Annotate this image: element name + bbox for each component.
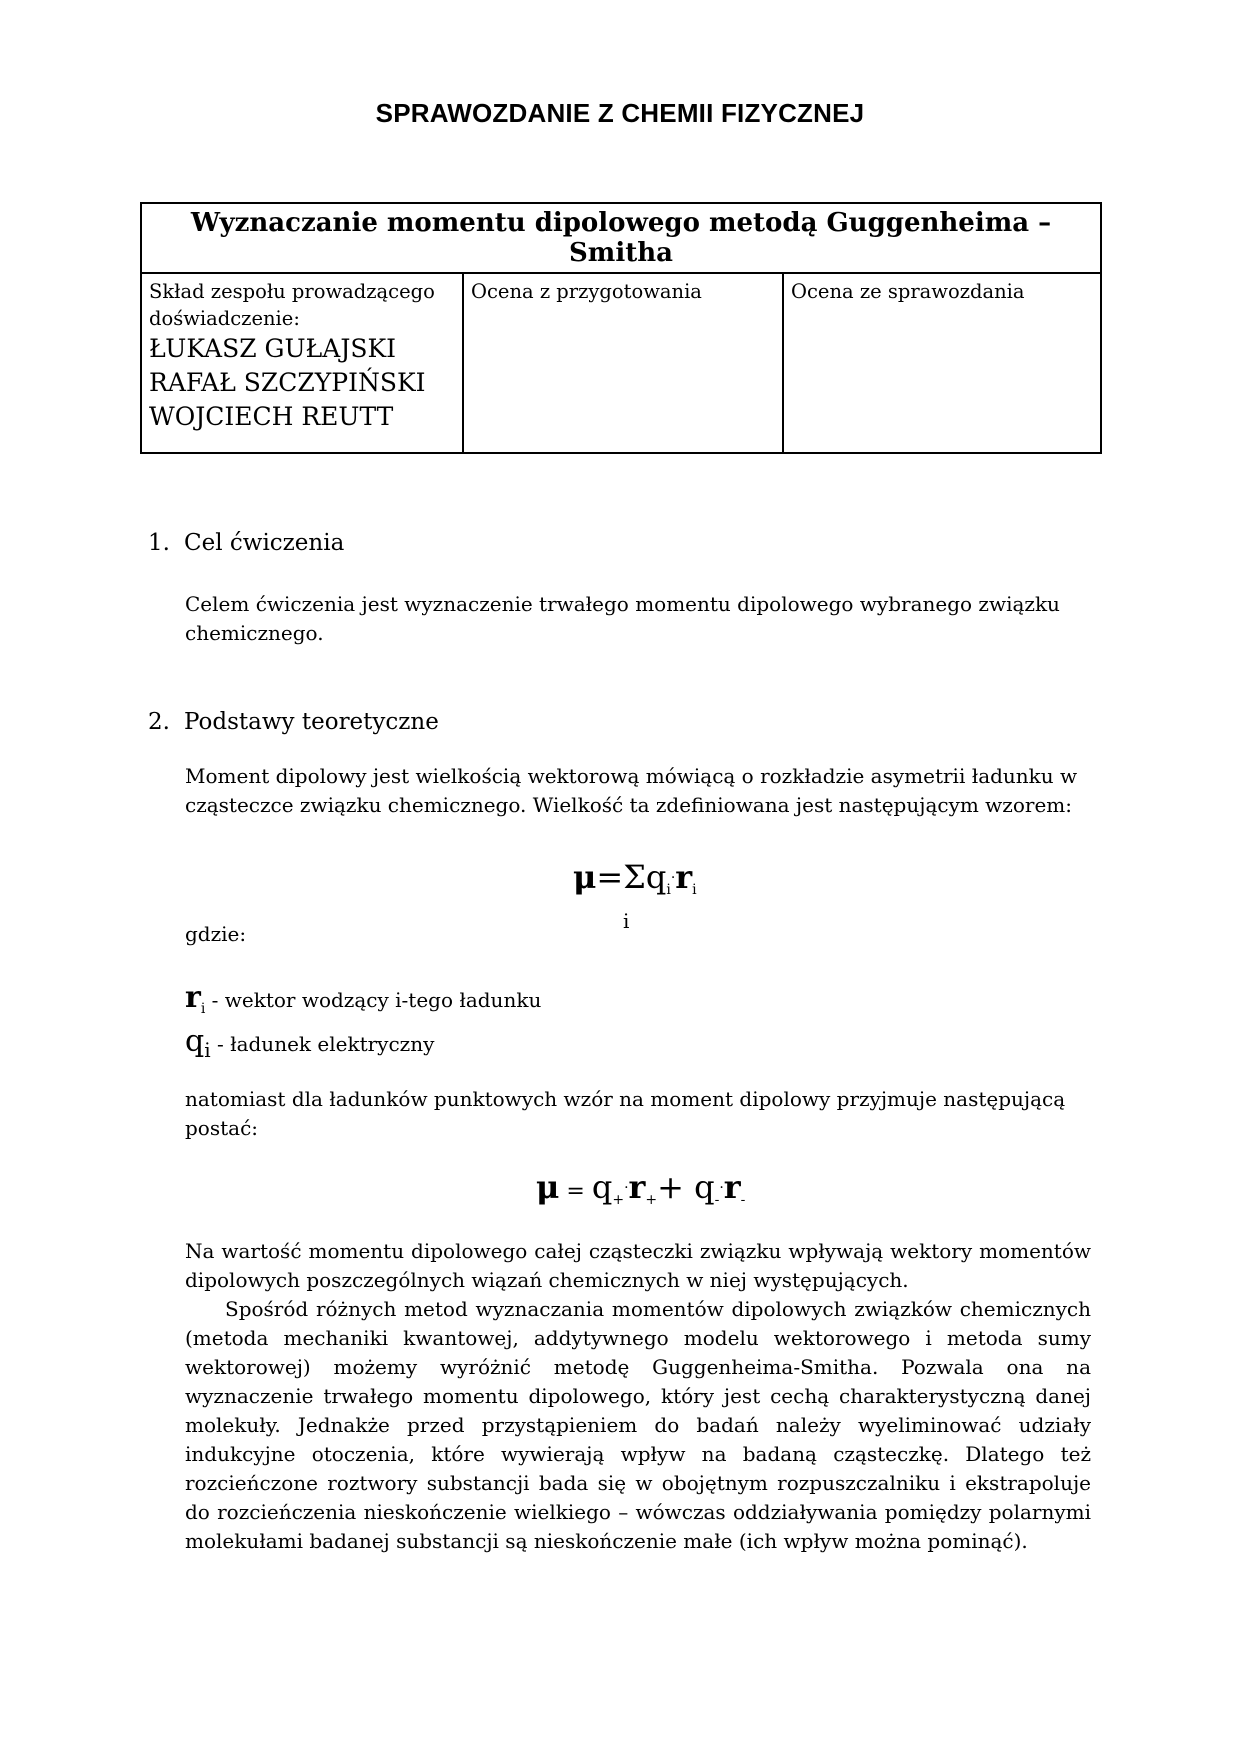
- dipole-formula: [573, 858, 697, 898]
- formula-symbol: μ: [536, 1168, 560, 1206]
- formula-symbol: q: [694, 1168, 715, 1206]
- team-member: WOJCIECH REUTT: [149, 402, 394, 431]
- formula-subscript: i: [204, 1038, 211, 1062]
- header-table: [140, 202, 1102, 454]
- team-member: ŁUKASZ GUŁAJSKI: [149, 334, 397, 363]
- formula-symbol: r: [723, 1168, 741, 1206]
- paragraph: Spośród różnych metod wyznaczania momentów dipolowych związków chemicznych (metoda mechaniki kwantowej, addytywnego modelu wektorowego i metoda sumy wektorowej) możemy wyróżnić metodę Guggenheima-Smitha. Pozwala ona na wyznaczenie trwałego momentu dipolowego, który jest cechą charakterystyczną danej molekuły. Jednakże przed przystąpieniem do badań należy wyeliminować udziały indukcyjne otoczenia, które wywierają wpływ na badaną cząsteczkę. Dlatego też rozcieńczone roztwory substancji bada się w obojętnym rozpuszczalniku i ekstrapoluje do rozcieńczenia nieskończenie wielkiego – wówczas oddziaływania pomiędzy polarnymi molekułami badanej substancji są nieskończenie małe (ich wpływ można pominąć).: [185, 1297, 1091, 1553]
- team-label: Skład zespołu prowadzącego: [149, 280, 435, 303]
- section-number: 2.: [148, 709, 170, 735]
- paragraph: gdzie:: [185, 922, 247, 946]
- formula-symbol: q: [645, 858, 667, 896]
- formula-symbol: r: [628, 1168, 646, 1206]
- page-title: SPRAWOZDANIE Z CHEMII FIZYCZNEJ: [375, 98, 865, 128]
- section-title: Podstawy teoretyczne: [184, 709, 439, 735]
- definition-text: - ładunek elektryczny: [210, 1032, 435, 1056]
- grade-report-cell: Ocena ze sprawozdania: [783, 273, 1101, 453]
- formula-symbol: +: [657, 1168, 684, 1206]
- experiment-title: Wyznaczanie momentu dipolowego metodą Guggenheima – Smitha: [141, 203, 1101, 273]
- team-label-2: doświadczenie:: [149, 307, 300, 330]
- definition-r: [185, 980, 541, 1017]
- section-heading: [148, 530, 344, 556]
- formula-symbol: q: [591, 1168, 613, 1206]
- formula-symbol: q: [185, 1024, 205, 1059]
- definition-q: [185, 1024, 434, 1062]
- paragraph: natomiast dla ładunków punktowych wzór na moment dipolowy przyjmuje następującą postać:: [185, 1087, 1066, 1140]
- formula-symbol: ·: [670, 870, 676, 886]
- team-member: RAFAŁ SZCZYPIŃSKI: [149, 368, 426, 397]
- paragraph: Celem ćwiczenia jest wyznaczenie trwałego momentu dipolowego wybranego związku chemicznego.: [185, 592, 1060, 645]
- sum-index: i: [623, 909, 630, 933]
- formula-subscript: i: [666, 882, 671, 898]
- formula-subscript: i: [692, 882, 697, 898]
- formula-subscript: +: [645, 1192, 658, 1208]
- formula-symbol: ·: [719, 1180, 724, 1196]
- paragraph: Moment dipolowy jest wielkością wektorową mówiącą o rozkładzie asymetrii ładunku w cząsteczce związku chemicznego. Wielkość ta zdefiniowana jest następującym wzorem:: [185, 764, 1078, 817]
- section-title: Cel ćwiczenia: [184, 530, 345, 556]
- formula-subscript: +: [612, 1192, 625, 1208]
- paragraph: Na wartość momentu dipolowego całej cząsteczki związku wpływają wektory momentów dipolowych poszczególnych wiązań chemicznych w niej występujących.: [185, 1239, 1091, 1292]
- formula-symbol: Σ: [623, 858, 646, 896]
- formula-symbol: r: [675, 858, 693, 896]
- formula-symbol: μ: [573, 858, 597, 896]
- grade-prep-cell: Ocena z przygotowania: [463, 273, 783, 453]
- definition-text: - wektor wodzący i-tego ładunku: [205, 988, 542, 1012]
- formula-subscript: i: [200, 1001, 206, 1017]
- section-number: 1.: [148, 530, 170, 556]
- formula-symbol: ·: [624, 1180, 629, 1196]
- formula-subscript: -: [740, 1192, 746, 1208]
- formula-symbol: =: [566, 1179, 585, 1204]
- team-cell: [141, 273, 463, 453]
- formula-symbol: =: [596, 858, 624, 896]
- point-charge-formula: [536, 1168, 745, 1208]
- formula-subscript: -: [714, 1192, 720, 1208]
- formula-symbol: r: [185, 980, 201, 1015]
- section-heading: [148, 709, 439, 735]
